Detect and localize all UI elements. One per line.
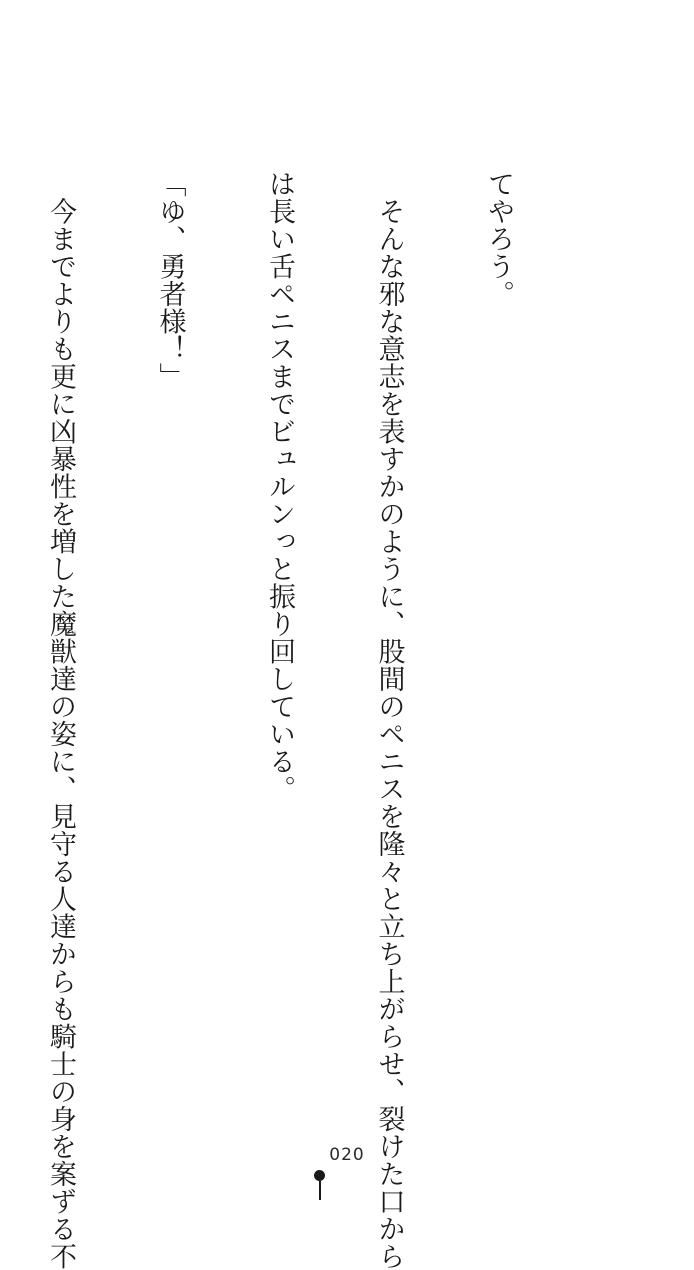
text-line-1: てやろう。 [483, 170, 514, 308]
text-line-3: は長い舌ペニスまでビュルンっと振り回している。 [264, 170, 295, 803]
text-line-4: 「ゆ、勇者様！」 [154, 170, 186, 390]
page-number: 020 [329, 1145, 365, 1165]
folio-rule-ornament [319, 1181, 321, 1200]
folio-dot-ornament [314, 1170, 325, 1181]
text-line-2: そんな邪な意志を表すかのように、股間のペニスを隆々と立ち上がらせ、裂けた口から [373, 170, 405, 1270]
text-line-5: 今までよりも更に凶暴性を増した魔獣達の姿に、見守る人達からも騎士の身を案ずる不 [45, 170, 76, 1270]
